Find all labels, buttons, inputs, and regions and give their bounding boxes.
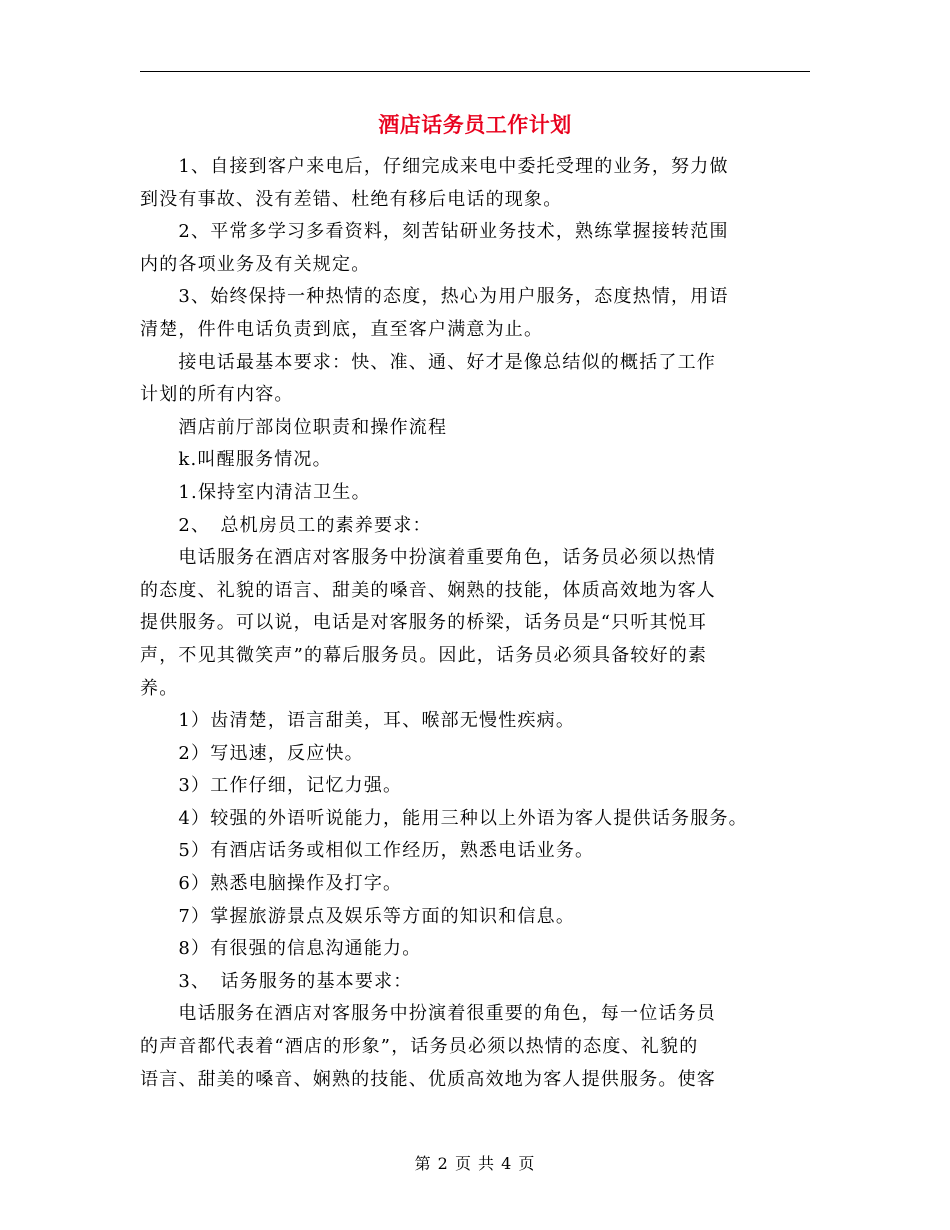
text-line: 4）较强的外语听说能力，能用三种以上外语为客人提供话务服务。 [140,807,748,829]
text-line: 1.保持室内清洁卫生。 [140,481,371,503]
text-line: 1）齿清楚，语言甜美，耳、喉部无慢性疾病。 [140,710,576,732]
text-line: 3）工作仔细，记忆力强。 [140,775,403,797]
text-line: 的声音都代表着“酒店的形象”，话务员必须以热情的态度、礼貌的 [140,1036,699,1058]
text-line: 计划的所有内容。 [140,384,294,406]
page-footer: 第 2 页 共 4 页 [414,1154,536,1173]
text-line: 2）写迅速，反应快。 [140,742,364,764]
text-line: 电话服务在酒店对客服务中扮演着很重要的角色，每一位话务员 [140,1003,716,1025]
text-line: 清楚，件件电话负责到底，直至客户满意为止。 [140,318,544,340]
text-line: 8）有很强的信息沟通能力。 [140,938,422,960]
text-line: 1、自接到客户来电后，仔细完成来电中委托受理的业务，努力做 [140,156,729,177]
text-line: 语言、甜美的嗓音、娴熟的技能、优质高效地为客人提供服务。使客 [140,1068,716,1090]
text-line: 声，不见其微笑声”的幕后服务员。因此，话务员必须具备较好的素 [140,644,708,666]
text-line: 3、始终保持一种热情的态度，热心为用户服务，态度热情，用语 [140,286,729,308]
text-line: 的态度、礼貌的语言、甜美的嗓音、娴熟的技能，体质高效地为客人 [140,579,716,601]
text-line: 3、 话务服务的基本要求： [140,970,413,992]
text-line: 6）熟悉电脑操作及打字。 [140,873,403,895]
header-rule [140,71,810,72]
text-line: 接电话最基本要求：快、准、通、好才是像总结似的概括了工作 [140,351,716,373]
document-title: 酒店话务员工作计划 [378,112,572,137]
text-line: 5）有酒店话务或相似工作经历，熟悉电话业务。 [140,840,595,862]
text-line: 养。 [140,677,179,699]
text-line: 酒店前厅部岗位职责和操作流程 [140,416,448,438]
text-line: 电话服务在酒店对客服务中扮演着重要角色，话务员必须以热情 [140,547,716,569]
text-line: 2、平常多学习多看资料，刻苦钻研业务技术，熟练掌握接转范围 [140,221,729,243]
text-line: 2、 总机房员工的素养要求： [140,514,432,536]
document-body [140,151,816,1096]
text-line: 内的各项业务及有关规定。 [140,253,371,275]
text-line: 提供服务。可以说，电话是对客服务的桥梁，话务员是“只听其悦耳 [140,612,708,634]
text-line: k.叫醒服务情况。 [140,449,332,471]
text-line: 到没有事故、没有差错、杜绝有移后电话的现象。 [140,188,563,210]
text-line: 7）掌握旅游景点及娱乐等方面的知识和信息。 [140,905,576,927]
